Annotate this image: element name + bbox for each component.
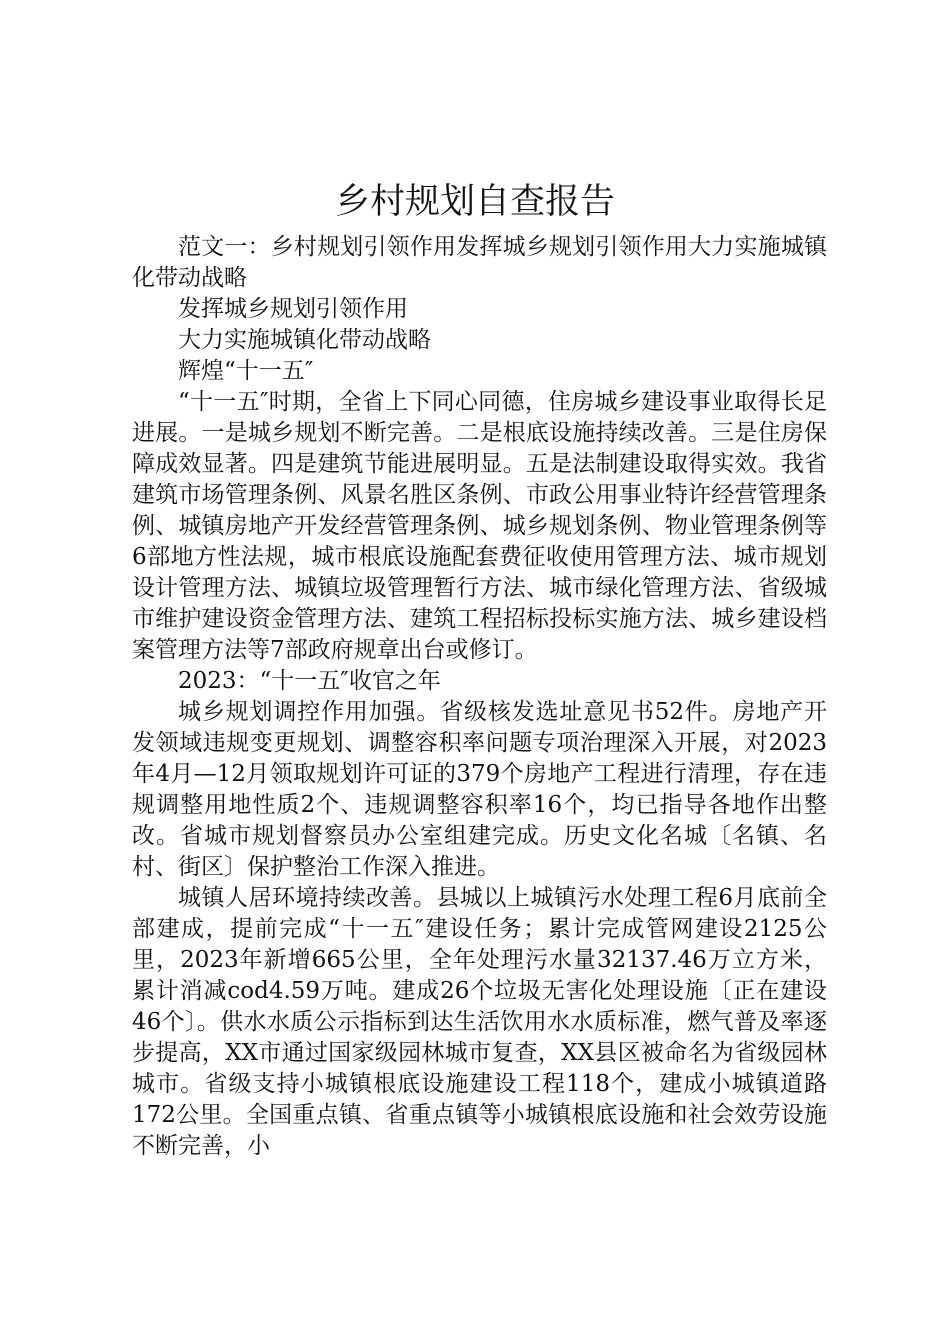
paragraph-subheading-3: 辉煌“十一五″ [178,358,314,384]
paragraph: 城乡规划调控作用加强。省级核发选址意见书52件。房地产开发领域违规变更规划、调整容积率问题专项治理深入开展，对2023年4月—12月领取规划许可证的379个房地产工程进行清理，存在违规调整用地性质2个、违规调整容积率16个，均已指导各地作出整改。省城市规划督察员办公室组建完成。历史文化名城〔名镇、名村、街区〕保护整治工作深入推进。 [132,699,827,880]
paragraph-subheading-1: 发挥城乡规划引领作用 [178,296,408,322]
paragraph-subheading-4: 2023：“十一五″收官之年 [178,668,441,694]
paragraph-sample-heading: 范文一：乡村规划引领作用发挥城乡规划引领作用大力实施城镇化带动战略 [132,234,827,291]
paragraph: “十一五″时期，全省上下同心同德，住房城乡建设事业取得长足进展。一是城乡规划不断完善。二是根底设施持续改善。三是住房保障成效显著。四是建筑节能进展明显。五是法制建设取得实效。我省建筑市场管理条例、风景名胜区条例、市政公用事业特许经营管理条例、城镇房地产开发经营管理条例、城乡规划条例、物业管理条例等6部地方性法规，城市根底设施配套费征收使用管理方法、城市规划设计管理方法、城镇垃圾管理暂行方法、城市绿化管理方法、省级城市维护建设资金管理方法、建筑工程招标投标实施方法、城乡建设档案管理方法等7部政府规章出台或修订。 [132,389,827,663]
document-body [132,232,827,1162]
document-title: 乡村规划自查报告 [334,182,615,222]
paragraph-subheading-2: 大力实施城镇化带动战略 [178,327,431,353]
paragraph: 城镇人居环境持续改善。县城以上城镇污水处理工程6月底前全部建成，提前完成“十一五″建设任务；累计完成管网建设2125公里，2023年新增665公里，全年处理污水量32137.46万立方米，累计消减cod4.59万吨。建成26个垃圾无害化处理设施〔正在建设46个〕。供水水质公示指标到达生活饮用水水质标准，燃气普及率逐步提高，XX市通过国家级园林城市复查，XX县区被命名为省级园林城市。省级支持小城镇根底设施建设工程118个，建成小城镇道路172公里。全国重点镇、省重点镇等小城镇根底设施和社会效劳设施不断完善，小 [132,885,827,1159]
